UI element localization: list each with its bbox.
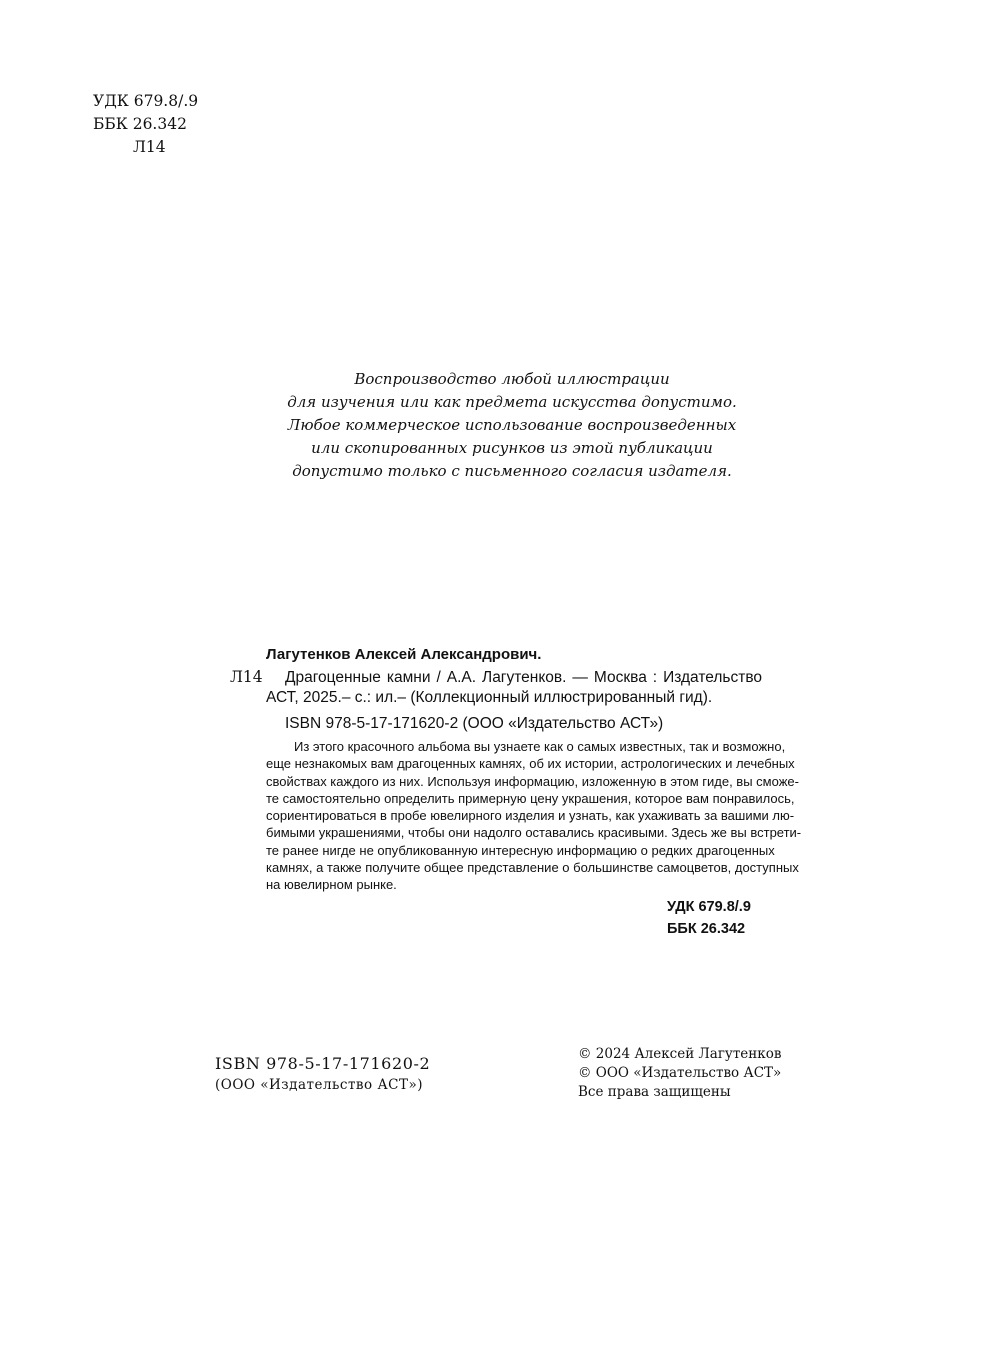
copyright-block [578, 1045, 781, 1102]
notice-line: или скопированных рисунков из этой публикации [311, 439, 713, 457]
catalog-annotation [266, 738, 802, 894]
annotation-line: камнях, а также получите общее представление о большинстве самоцветов, доступных [266, 860, 799, 876]
top-author-mark: Л14 [133, 138, 166, 156]
bottom-publisher: (ООО «Издательство АСТ») [215, 1077, 424, 1093]
annotation-line: те самостоятельно определить примерную цену украшения, которое вам понравилось, [266, 790, 795, 806]
annotation-line: на ювелирном рынке. [266, 877, 397, 893]
annotation-line: бимыми украшениями, чтобы они надолго оставались красивыми. Здесь же вы встрети- [266, 825, 802, 841]
annotation-line: сориентироваться в пробе ювелирного изделия и узнать, как ухаживать за вашими лю- [266, 808, 795, 824]
top-udk-code: УДК 679.8/.9 [93, 92, 199, 110]
reproduction-notice [262, 368, 762, 483]
catalog-bib-line-1: Драгоценные камни / А.А. Лагутенков. — Москва : Издательство [285, 669, 762, 686]
catalog-bib-line-2: АСТ, 2025.– с.: ил.– (Коллекционный иллюстрированный гид). [266, 689, 713, 706]
annotation-line: Из этого красочного альбома вы узнаете как о самых известных, так и возможно, [294, 739, 786, 754]
notice-line: Воспроизводство любой иллюстрации [354, 370, 670, 388]
rights-reserved: Все права защищены [578, 1084, 731, 1100]
notice-line: допустимо только с письменного согласия издателя. [292, 462, 732, 480]
catalog-author: Лагутенков Алексей Александрович. [266, 646, 542, 663]
catalog-author-mark: Л14 [230, 668, 263, 686]
top-bbk-code: ББК 26.342 [93, 115, 187, 133]
notice-line: для изучения или как предмета искусства допустимо. [287, 393, 737, 411]
annotation-line: те ранее нигде не опубликованную интересную информацию о редких драгоценных [266, 842, 775, 858]
catalog-classification-codes [667, 896, 751, 940]
annotation-line: свойствах каждого из них. Используя информацию, изложенную в этом гиде, вы сможе- [266, 773, 799, 789]
catalog-isbn: ISBN 978-5-17-171620-2 (ООО «Издательство АСТ») [285, 715, 664, 732]
catalog-udk-code: УДК 679.8/.9 [667, 899, 751, 915]
bottom-isbn: ISBN 978-5-17-171620-2 [215, 1054, 431, 1073]
catalog-bbk-code: ББК 26.342 [667, 921, 746, 937]
copyright-publisher: © ООО «Издательство АСТ» [578, 1065, 782, 1081]
notice-line: Любое коммерческое использование воспроизведенных [287, 416, 737, 434]
top-classification-codes [93, 90, 198, 159]
copyright-author: © 2024 Алексей Лагутенков [578, 1046, 782, 1062]
annotation-line: еще незнакомых вам драгоценных камнях, об их истории, астрологических и лечебных [266, 756, 795, 772]
